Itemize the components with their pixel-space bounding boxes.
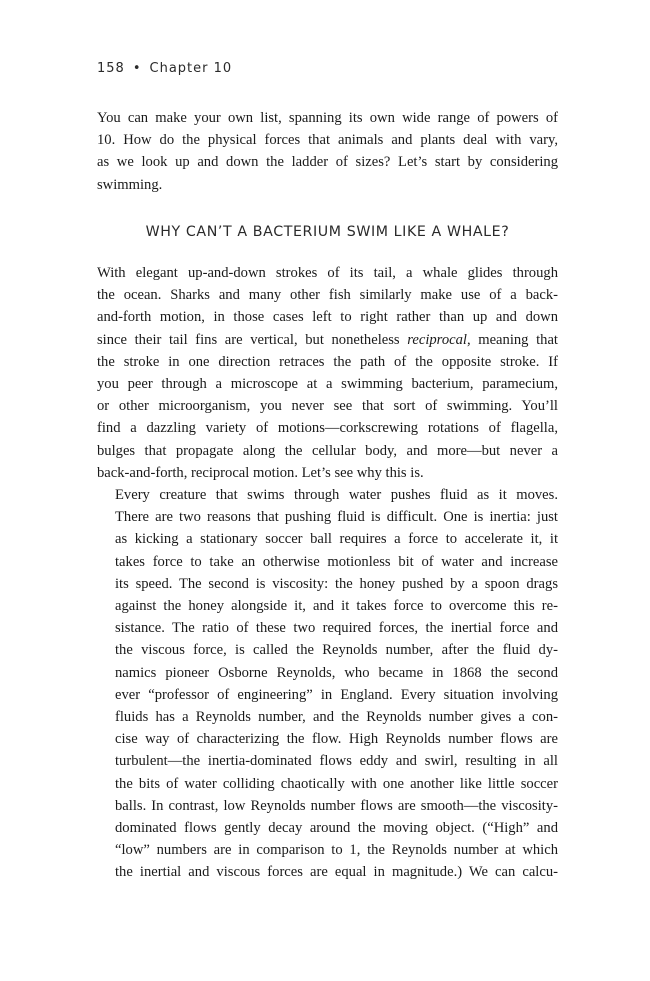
text-line	[97, 329, 558, 351]
running-head	[97, 61, 232, 76]
intro-paragraph	[97, 107, 558, 196]
section-heading: WHY CAN’T A BACTERIUM SWIM LIKE A WHALE?	[145, 224, 510, 240]
text-line: cise way of characterizing the flow. High Reynolds number flows are	[115, 731, 558, 748]
text-line: or other microorganism, you never see that sort of swimming. You’ll	[97, 398, 558, 415]
text-line: 10. How do the physical forces that animals and plants deal with vary,	[97, 132, 558, 149]
bullet-separator: •	[132, 61, 142, 76]
text-line: you peer through a microscope at a swimming bacterium, paramecium,	[97, 376, 558, 393]
text-line: There are two reasons that pushing fluid is difficult. One is inertia: just	[115, 509, 558, 526]
text-line: back-and-forth, reciprocal motion. Let’s see why this is.	[97, 464, 424, 481]
text-line: dominated flows gently decay around the moving object. (“High” and	[115, 820, 558, 837]
text-line: the ocean. Sharks and many other fish similarly make use of a back-	[97, 287, 558, 304]
text-line: the inertial and viscous forces are equal in magnitude.) We can calcu-	[115, 864, 558, 881]
text-line: Every creature that swims through water pushes fluid as it moves.	[115, 487, 558, 503]
paragraph-whale	[97, 262, 558, 484]
text-line: swimming.	[97, 176, 163, 193]
text-line: and-forth motion, in those cases left to right rather than up and down	[97, 309, 558, 326]
text-line: “low” numbers are in comparison to 1, the Reynolds number at which	[115, 842, 558, 859]
text-fragment: since their tail fins are vertical, but nonetheless	[97, 331, 408, 348]
text-line: as we look up and down the ladder of sizes? Let’s start by considering	[97, 154, 558, 171]
italic-term: reciprocal	[407, 331, 467, 348]
text-line: the stroke in one direction retraces the path of the opposite stroke. If	[97, 353, 558, 370]
text-line: fluids has a Reynolds number, and the Reynolds number gives a con-	[115, 709, 558, 726]
text-line: the bits of water colliding chaotically with one another like little soccer	[115, 775, 558, 792]
page-number: 158	[97, 61, 125, 76]
paragraph-reynolds	[97, 484, 558, 884]
text-line: its speed. The second is viscosity: the honey pushed by a spoon drags	[115, 575, 558, 592]
text-line: the viscous force, is called the Reynolds number, after the fluid dy-	[115, 642, 558, 659]
text-line: ever “professor of engineering” in England. Every situation involving	[115, 686, 558, 703]
text-line: With elegant up-and-down strokes of its tail, a whale glides through	[97, 265, 558, 281]
text-line: You can make your own list, spanning its own wide range of powers of	[97, 110, 558, 126]
text-line: namics pioneer Osborne Reynolds, who became in 1868 the second	[115, 664, 558, 681]
text-line: takes force to take an otherwise motionless bit of water and increase	[115, 553, 558, 570]
text-line: bulges that propagate along the cellular body, and more—but never a	[97, 442, 558, 459]
text-line: turbulent—the inertia-dominated flows eddy and swirl, resulting in all	[115, 753, 558, 770]
text-line: find a dazzling variety of motions—corkscrewing rotations of flagella,	[97, 420, 558, 437]
text-fragment: , meaning that	[466, 331, 558, 348]
text-line: sistance. The ratio of these two required forces, the inertial force and	[115, 620, 558, 637]
text-line: balls. In contrast, low Reynolds number flows are smooth—the viscosity-	[115, 797, 558, 814]
chapter-label: Chapter 10	[149, 61, 233, 76]
text-line: as kicking a stationary soccer ball requires a force to accelerate it, it	[115, 531, 558, 548]
text-line: against the honey alongside it, and it takes force to overcome this re-	[115, 598, 558, 615]
